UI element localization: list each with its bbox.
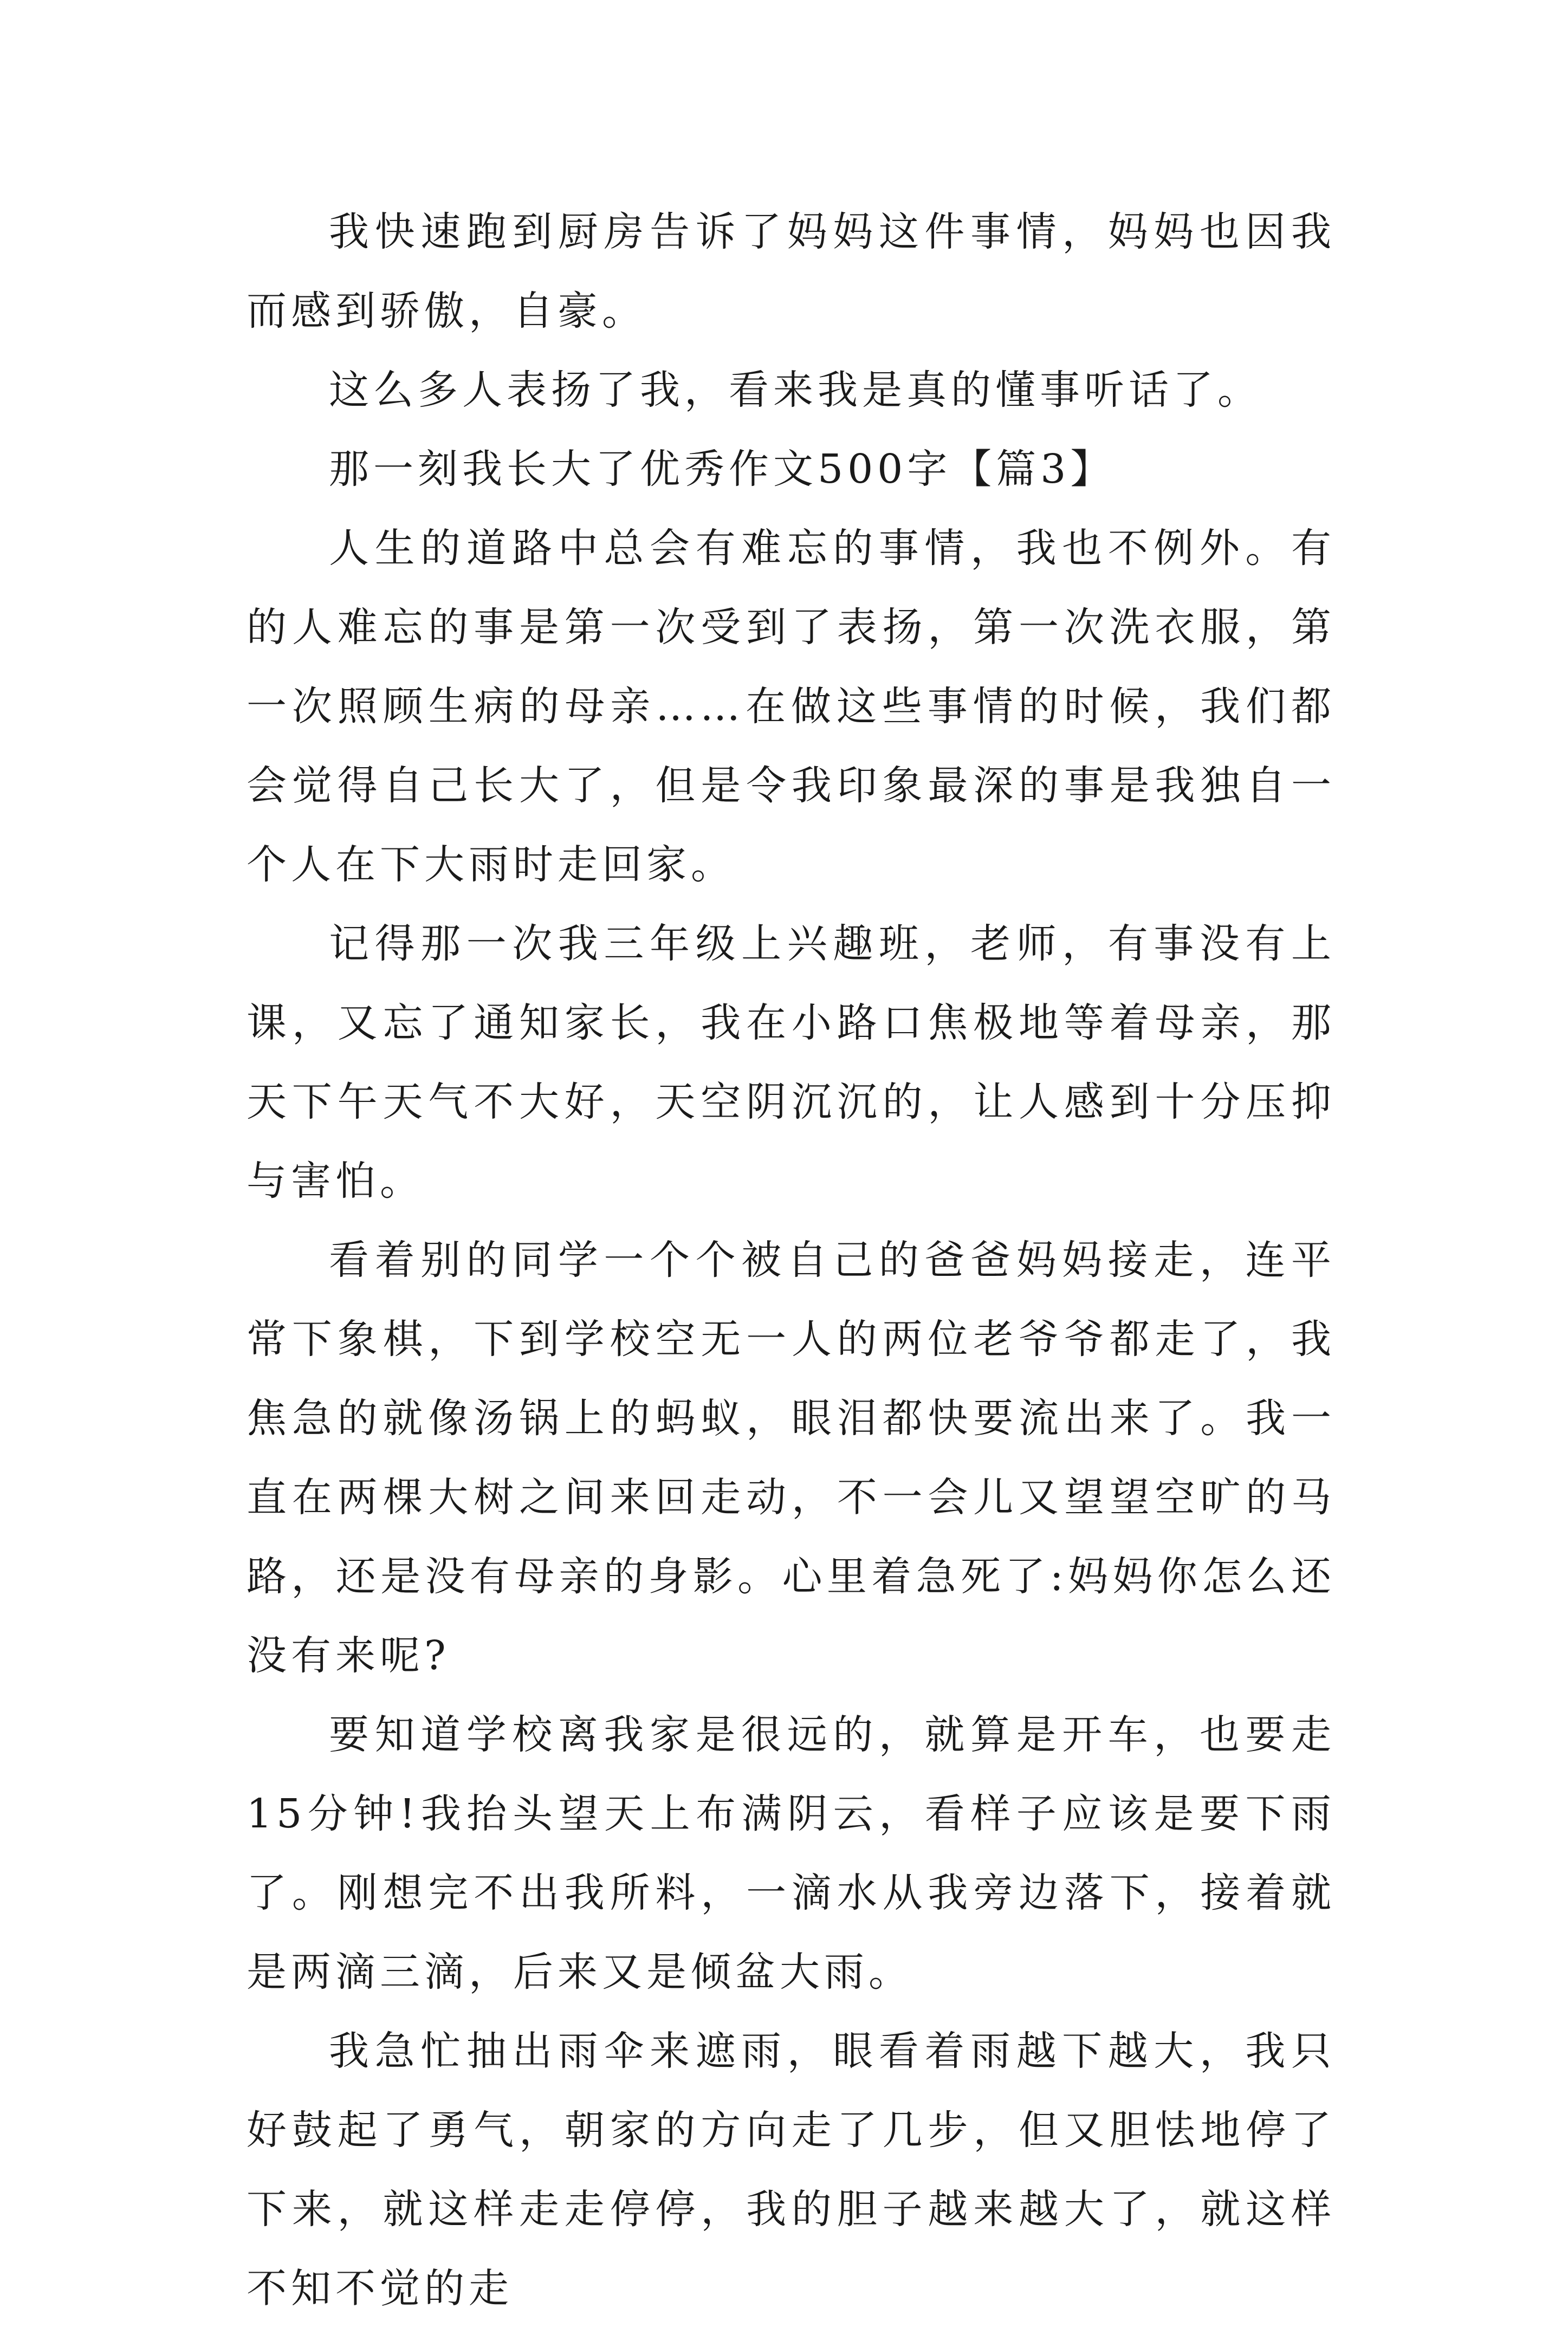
paragraph-3: 人生的道路中总会有难忘的事情，我也不例外。有的人难忘的事是第一次受到了表扬，第一次洗衣服，第一次照顾生病的母亲……在做这些事情的时候，我们都会觉得自己长大了，但是令我印象最深的事是我独自一个人在下大雨时走回家。: [247, 525, 1336, 888]
paragraph-4: 记得那一次我三年级上兴趣班，老师，有事没有上课，又忘了通知家长，我在小路口焦极地等着母亲，那天下午天气不大好，天空阴沉沉的，让人感到十分压抑与害怕。: [247, 920, 1336, 1204]
paragraph-7: 我急忙抽出雨伞来遮雨，眼看着雨越下越大，我只好鼓起了勇气，朝家的方向走了几步，但又胆怯地停了下来，就这样走走停停，我的胆子越来越大了，就这样不知不觉的走: [247, 2028, 1336, 2312]
section-heading: 那一刻我长大了优秀作文500字【篇3】: [329, 446, 1115, 492]
paragraph-1: 我快速跑到厨房告诉了妈妈这件事情，妈妈也因我而感到骄傲，自豪。: [247, 209, 1336, 334]
paragraph-6: 要知道学校离我家是很远的，就算是开车，也要走15分钟!我抬头望天上布满阴云，看样子应该是要下雨了。刚想完不出我所料，一滴水从我旁边落下，接着就是两滴三滴，后来又是倾盆大雨。: [247, 1711, 1336, 1995]
paragraph-5: 看着别的同学一个个被自己的爸爸妈妈接走，连平常下象棋，下到学校空无一人的两位老爷爷都走了，我焦急的就像汤锅上的蚂蚁，眼泪都快要流出来了。我一直在两棵大树之间来回走动，不一会儿又望望空旷的马路，还是没有母亲的身影。心里着急死了:妈妈你怎么还没有来呢?: [247, 1237, 1336, 1679]
document-body: [247, 192, 1336, 2328]
paragraph-2: 这么多人表扬了我，看来我是真的懂事听话了。: [329, 367, 1262, 413]
